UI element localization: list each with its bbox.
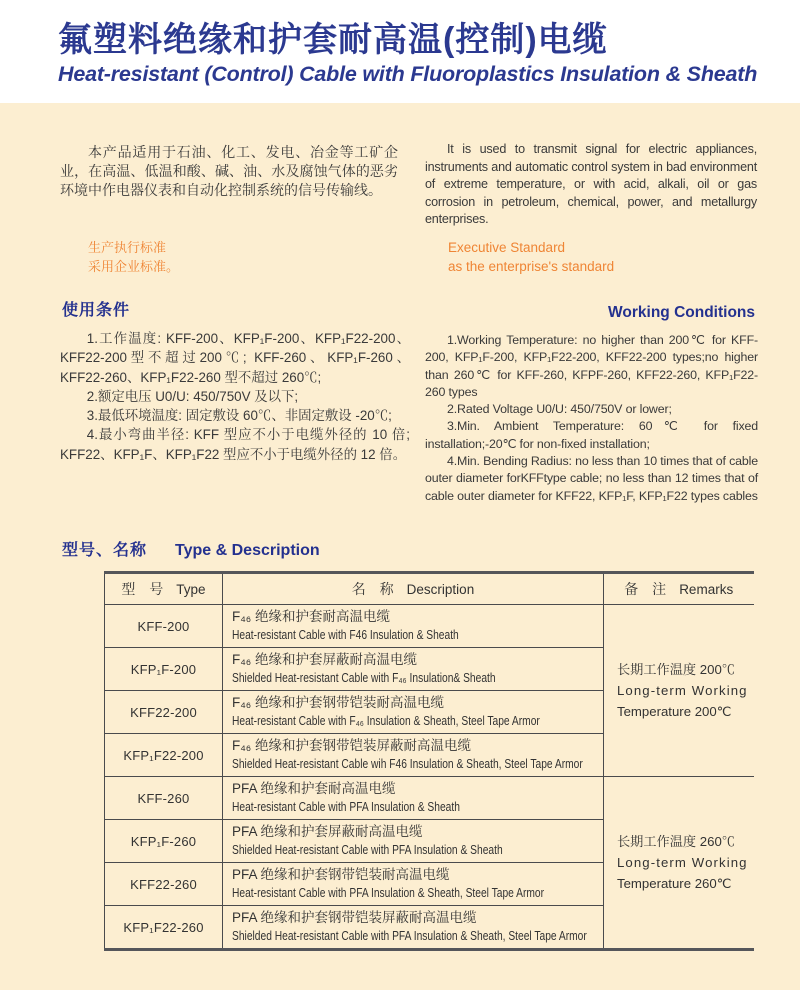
executive-standard-en [448, 239, 614, 276]
description-cn: F₄₆ 绝缘和护套钢带铠装屏蔽耐高温电缆 [232, 738, 471, 753]
executive-standard-cn-line1: 生产执行标准 [88, 240, 167, 255]
condition-en-item: 4.Min. Bending Radius: no less than 10 times that of cable outer diameter forKFFtype cable; no less than 12 times that of cable outer diameter for KFF22, KFP₁F, KFP₁F22 types cables [425, 454, 758, 503]
remarks-cn: 长期工作温度 260℃ [617, 834, 735, 849]
description-en: Heat-resistant Cable with PFA Insulation & Sheath [232, 800, 460, 814]
table-row [105, 777, 754, 820]
remarks-cell-260 [604, 777, 754, 950]
description-en: Heat-resistant Cable with PFA Insulation & Sheath, Steel Tape Armor [232, 886, 545, 900]
col-header-description-en: Description [406, 582, 475, 597]
working-conditions-list-en [425, 332, 758, 505]
type-description-heading [62, 537, 320, 560]
condition-en-item: 3.Min. Ambient Temperature: 60℃ for fixed installation;-20℃ for non-fixed installation; [425, 419, 758, 451]
description-cell [223, 906, 604, 950]
condition-en-item: 2.Rated Voltage U0/U: 450/750V or lower; [447, 402, 672, 417]
executive-standard-en-line2: as the enterprise's standard [448, 258, 615, 274]
type-cell: KFP₁F-200 [105, 648, 223, 691]
col-header-description-cn: 名 称 [351, 581, 399, 597]
type-cell: KFP₁F22-200 [105, 734, 223, 777]
condition-cn-item: 1.工作温度: KFF-200、KFP₁F-200、KFP₁F22-200、KFF22-200型不超过200℃; KFF-260、KFP₁F-260、KFF22-260、KFP₁F22-260 型不超过 260℃; [60, 331, 410, 385]
remarks-cn: 长期工作温度 200℃ [617, 662, 735, 677]
description-cell [223, 863, 604, 906]
page-title-en: Heat-resistant (Control) Cable with Fluoroplastics Insulation & Sheath [58, 62, 758, 86]
description-cell [223, 648, 604, 691]
description-cn: PFA 绝缘和护套钢带铠装屏蔽耐高温电缆 [232, 910, 477, 925]
description-en: Shielded Heat-resistant Cable with PFA Insulation & Sheath [232, 843, 503, 857]
type-cell: KFF-260 [105, 777, 223, 820]
remarks-en-line1: Long-term Working [617, 683, 748, 698]
table-header-row [105, 573, 754, 605]
intro-paragraph-en: It is used to transmit signal for electric appliances, instruments and automatic control system in bad environment of extreme temperature, or with acid, alkali, oil or gas corrosion in petroleum, chemical, power, and metallurgy enterprises. [425, 142, 757, 226]
col-header-type-en: Type [176, 582, 206, 597]
condition-cn-item: 4.最小弯曲半径: KFF 型应不小于电缆外径的 10 倍; KFF22、KFP₁F、KFP₁F22 型应不小于电缆外径的 12 倍。 [60, 427, 410, 462]
intro-paragraph-cn: 本产品适用于石油、化工、发电、冶金等工矿企业，在高温、低温和酸、碱、油、水及腐蚀气体的恶劣环境中作电器仪表和自动化控制系统的信号传输线。 [60, 144, 398, 198]
description-cn: F₄₆ 绝缘和护套钢带铠装耐高温电缆 [232, 695, 444, 710]
description-cell [223, 820, 604, 863]
type-cell: KFP₁F22-260 [105, 906, 223, 950]
page-header [0, 0, 800, 103]
description-cell [223, 691, 604, 734]
condition-en-item: 1.Working Temperature: no higher than 200℃ for KFF-200, KFP₁F-200, KFP₁F22-200, KFF22-200 types;no higher than 260℃ for KFF-260, KFPF-260, KFF22-260, KFP₁F22-260 types [425, 333, 758, 399]
condition-cn-item: 3.最低环境温度: 固定敷设 60℃、非固定敷设 -20℃; [86, 408, 392, 424]
description-cn: PFA 绝缘和护套钢带铠装耐高温电缆 [232, 867, 450, 882]
description-cn: PFA 绝缘和护套屏蔽耐高温电缆 [232, 824, 423, 839]
page-body [0, 103, 800, 990]
working-conditions-heading-cn: 使用条件 [62, 302, 131, 319]
condition-cn-item: 2.额定电压 U0/U: 450/750V 及以下; [86, 388, 299, 404]
description-en: Shielded Heat-resistant Cable wih F46 Insulation & Sheath, Steel Tape Armor [232, 757, 583, 771]
description-cell [223, 777, 604, 820]
description-en: Heat-resistant Cable with F46 Insulation & Sheath [232, 628, 459, 642]
remarks-en-line2: Temperature 260℃ [617, 876, 732, 891]
col-header-remarks-cn: 备 注 [624, 581, 672, 597]
executive-standard-cn [88, 239, 179, 276]
col-header-description [223, 573, 604, 605]
remarks-en-line2: Temperature 200℃ [617, 704, 732, 719]
description-en: Heat-resistant Cable with F₄₆ Insulation & Sheath, Steel Tape Armor [232, 714, 540, 728]
working-conditions-heading-en: Working Conditions [608, 304, 755, 321]
remarks-en-line1: Long-term Working [617, 855, 748, 870]
description-cn: PFA 绝缘和护套耐高温电缆 [232, 781, 396, 796]
description-cell [223, 605, 604, 648]
type-cell: KFF22-200 [105, 691, 223, 734]
working-conditions-list-cn [60, 329, 410, 464]
description-cn: F₄₆ 绝缘和护套耐高温电缆 [232, 609, 390, 624]
description-en: Shielded Heat-resistant Cable with F₄₆ Insulation& Sheath [232, 671, 496, 685]
col-header-type-cn: 型 号 [121, 581, 169, 597]
description-en: Shielded Heat-resistant Cable with PFA Insulation & Sheath, Steel Tape Armor [232, 929, 587, 943]
col-header-remarks [604, 573, 754, 605]
executive-standard-cn-line2: 采用企业标准。 [88, 258, 180, 274]
remarks-cell-200 [604, 605, 754, 777]
type-cell: KFF22-260 [105, 863, 223, 906]
executive-standard-en-line1: Executive Standard [448, 240, 566, 255]
table-row [105, 605, 754, 648]
col-header-remarks-en: Remarks [679, 582, 734, 597]
type-description-heading-cn: 型号、名称 [62, 542, 148, 559]
type-cell: KFF-200 [105, 605, 223, 648]
description-cell [223, 734, 604, 777]
type-description-heading-en: Type & Description [175, 542, 320, 559]
col-header-type [105, 573, 223, 605]
page-title-cn: 氟塑料绝缘和护套耐高温(控制)电缆 [58, 21, 608, 59]
type-description-table [104, 571, 754, 951]
description-cn: F₄₆ 绝缘和护套屏蔽耐高温电缆 [232, 652, 417, 667]
type-cell: KFP₁F-260 [105, 820, 223, 863]
